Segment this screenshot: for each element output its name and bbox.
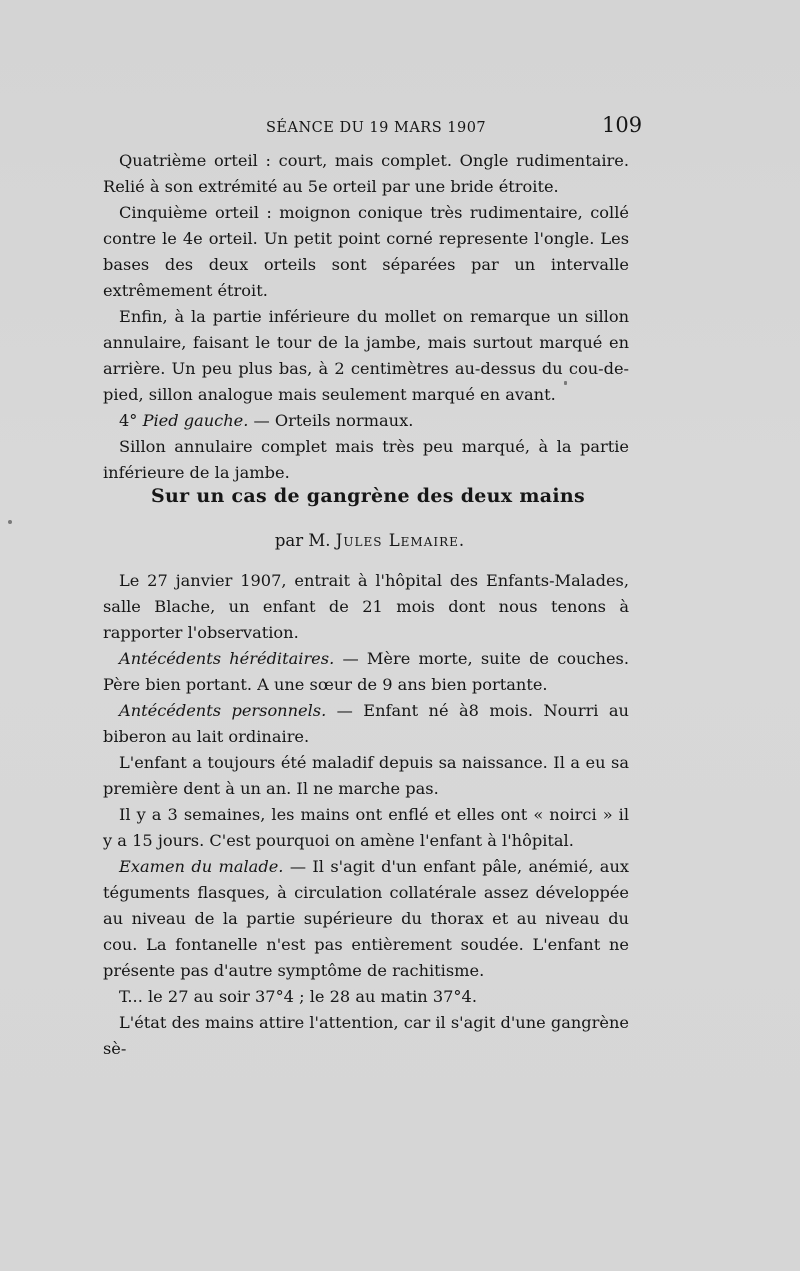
personnels-text: — Enfant né à8 mois. Nourri au biberon au lait ordinaire. <box>103 701 629 746</box>
paragraph-cinquieme-orteil: Cinquième orteil : moignon conique très rudimentaire, collé contre le 4e orteil. Un petit point corné represente l'ongle. Les bases des deux orteils sont séparées par un intervalle extrêmement étroit. <box>103 203 629 300</box>
paragraph-temperature: T... le 27 au soir 37°4 ; le 28 au matin 37°4. <box>119 987 477 1006</box>
lower-text-block <box>103 568 629 1062</box>
paragraph-examen <box>103 854 629 984</box>
author-prefix: par M. <box>274 531 336 550</box>
pied-number: 4° <box>119 411 138 430</box>
paragraph-pied-gauche <box>103 408 629 434</box>
paragraph-semaines: Il y a 3 semaines, les mains ont enflé et elles ont « noirci » il y a 15 jours. C'est pourquoi on amène l'enfant à l'hôpital. <box>103 805 629 850</box>
page-number: 109 <box>602 113 643 137</box>
text-speck <box>564 381 567 385</box>
paragraph-etat-mains: L'état des mains attire l'attention, car il s'agit d'une gangrène sè- <box>103 1013 629 1058</box>
article-author <box>0 531 740 550</box>
hereditaires-text: — Mère morte, suite de couches. Père bien portant. A une sœur de 9 ans bien portante. <box>103 649 629 694</box>
pied-text: — Orteils normaux. <box>248 411 414 430</box>
paragraph-intro: Le 27 janvier 1907, entrait à l'hôpital des Enfants-Malades, salle Blache, un enfant de 21 mois dont nous tenons à rapporter l'observation. <box>103 571 629 642</box>
article-title: Sur un cas de gangrène des deux mains <box>151 485 585 507</box>
examen-text: — Il s'agit d'un enfant pâle, anémié, aux téguments flasques, à circulation collatérale assez développée au niveau de la partie supérieure du thorax et au niveau du cou. La fontanelle n'est pas entièrement soudée. L'enfant ne présente pas d'autre symptôme de rachitisme. <box>103 857 629 980</box>
hereditaires-label: Antécédents héréditaires. <box>119 649 335 668</box>
paragraph-maladif: L'enfant a toujours été maladif depuis sa naissance. Il a eu sa première dent à un an. Il ne marche pas. <box>103 753 629 798</box>
pied-label: Pied gauche. <box>142 411 249 430</box>
paragraph-hereditaires <box>103 646 629 698</box>
personnels-label: Antécédents personnels. <box>119 701 327 720</box>
upper-text-block <box>103 148 629 486</box>
paragraph-sillon-jambe: Sillon annulaire complet mais très peu marqué, à la partie inférieure de la jambe. <box>103 437 629 482</box>
paragraph-personnels <box>103 698 629 750</box>
running-head: SÉANCE DU 19 MARS 1907 <box>266 120 487 136</box>
paragraph-quatrieme-orteil: Quatrième orteil : court, mais complet. Ongle rudimentaire. Relié à son extrémité au 5e orteil par une bride étroite. <box>103 151 629 196</box>
examen-label: Examen du malade. <box>119 857 284 876</box>
author-name: Jules Lemaire. <box>335 531 466 550</box>
paragraph-sillon-mollet: Enfin, à la partie inférieure du mollet on remarque un sillon annulaire, faisant le tour de la jambe, mais surtout marqué en arrière. Un peu plus bas, à 2 centimètres au-dessus du cou-de-pied, sillon analogue mais seulement marqué en avant. <box>103 307 629 404</box>
margin-speck <box>8 520 12 524</box>
